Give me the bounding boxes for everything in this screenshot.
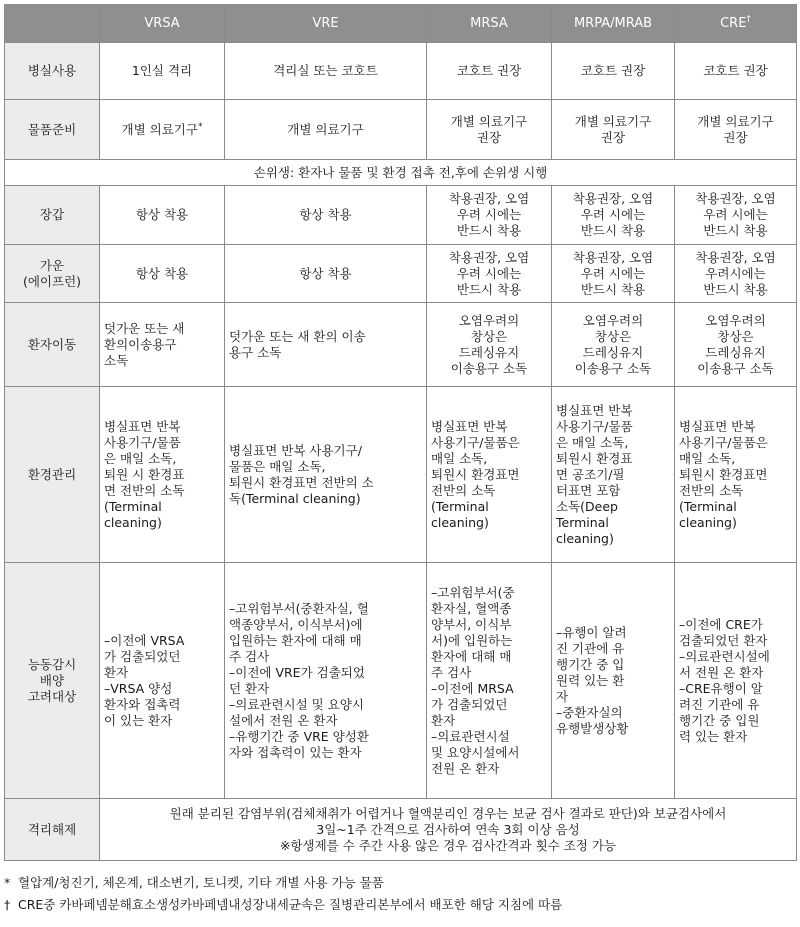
supplies-footnote-mark: * xyxy=(197,121,203,132)
footnote-text: CRE중 카바페넴분해효소생성카바페넴내성장내세균속은 질병관리본부에서 배포한 해당 지침에 따름 xyxy=(18,897,563,912)
cell-supplies-cre: 개별 의료기구 권장 xyxy=(675,100,797,160)
row-gloves xyxy=(5,186,797,245)
cell-supplies-mrpa: 개별 의료기구 권장 xyxy=(552,100,675,160)
row-transport xyxy=(5,303,797,387)
cell-gown-vre: 항상 착용 xyxy=(225,245,427,303)
header-row xyxy=(5,5,797,43)
cell-gown-cre: 착용권장, 오염 우려시에는 반드시 착용 xyxy=(675,245,797,303)
cell-environment-vrsa: 병실표면 반복 사용기구/물품 은 매일 소독, 퇴원 시 환경표 면 전반의 소독 (Terminal cleaning) xyxy=(100,387,225,563)
cell-gown-mrpa: 착용권장, 오염 우려 시에는 반드시 착용 xyxy=(552,245,675,303)
cre-footnote-mark: † xyxy=(746,14,751,25)
cell-transport-mrsa: 오염우려의 창상은 드레싱유지 이송용구 소독 xyxy=(427,303,552,387)
col-header-vrsa: VRSA xyxy=(100,5,225,43)
cell-gloves-vre: 항상 착용 xyxy=(225,186,427,245)
col-header-cre-label: CRE xyxy=(720,15,747,31)
cell-gloves-vrsa: 항상 착용 xyxy=(100,186,225,245)
row-label-room: 병실사용 xyxy=(5,43,100,100)
header-corner xyxy=(5,5,100,43)
cell-room-mrpa: 코호트 권장 xyxy=(552,43,675,100)
row-label-transport: 환자이동 xyxy=(5,303,100,387)
row-handwash xyxy=(5,160,797,186)
row-surveillance xyxy=(5,563,797,799)
row-label-supplies: 물품준비 xyxy=(5,100,100,160)
cell-room-mrsa: 코호트 권장 xyxy=(427,43,552,100)
cell-transport-vre: 덧가운 또는 새 환의 이송 용구 소독 xyxy=(225,303,427,387)
cell-transport-cre: 오염우려의 창상은 드레싱유지 이송용구 소독 xyxy=(675,303,797,387)
cell-environment-mrsa: 병실표면 반복 사용기구/물품은 매일 소독, 퇴원시 환경표면 전반의 소독 (Terminal cleaning) xyxy=(427,387,552,563)
cell-environment-vre: 병실표면 반복 사용기구/ 물품은 매일 소독, 퇴원시 환경표면 전반의 소 독(Terminal cleaning) xyxy=(225,387,427,563)
row-label-gloves: 장갑 xyxy=(5,186,100,245)
footnote-mark: † xyxy=(4,897,11,912)
row-label-release: 격리해제 xyxy=(5,799,100,861)
footnote-text: 혈압계/청진기, 체온계, 대소변기, 토니켓, 기타 개별 사용 가능 물품 xyxy=(18,875,384,890)
col-header-cre xyxy=(675,5,797,43)
cell-room-cre: 코호트 권장 xyxy=(675,43,797,100)
footnotes xyxy=(4,872,796,916)
footnote-mark: * xyxy=(4,875,11,890)
cell-room-vre: 격리실 또는 코호트 xyxy=(225,43,427,100)
col-header-mrpa-mrab: MRPA/MRAB xyxy=(552,5,675,43)
cell-surveillance-cre: –이전에 CRE가 검출되었던 환자 –의료관련시설에 서 전원 온 환자 –CRE유행이 알 려진 기관에 유 행기간 중 입원 력 있는 환자 xyxy=(675,563,797,799)
col-header-vre: VRE xyxy=(225,5,427,43)
handwash-note: 손위생: 환자나 물품 및 환경 접촉 전,후에 손위생 시행 xyxy=(5,160,797,186)
cell-supplies-mrsa: 개별 의료기구 권장 xyxy=(427,100,552,160)
cell-room-vrsa: 1인실 격리 xyxy=(100,43,225,100)
cell-surveillance-mrsa: –고위험부서(중 환자실, 혈액종 양부서, 이식부 서)에 입원하는 환자에 대해 매 주 검사 –이전에 MRSA 가 검출되었던 환자 –의료관련시설 및 요양시설에서 전원 온 환자 xyxy=(427,563,552,799)
cell-supplies-vrsa-text: 개별 의료기구 xyxy=(121,121,198,137)
cell-gown-vrsa: 항상 착용 xyxy=(100,245,225,303)
cell-gloves-cre: 착용권장, 오염 우려 시에는 반드시 착용 xyxy=(675,186,797,245)
row-label-environment: 환경관리 xyxy=(5,387,100,563)
row-label-surveillance: 능동감시 배양 고려대상 xyxy=(5,563,100,799)
col-header-mrsa: MRSA xyxy=(427,5,552,43)
cell-environment-mrpa: 병실표면 반복 사용기구/물품 은 매일 소독, 퇴원시 환경표 면 공조기/필 터표면 포함 소독(Deep Terminal cleaning) xyxy=(552,387,675,563)
cell-supplies-vre: 개별 의료기구 xyxy=(225,100,427,160)
cell-transport-mrpa: 오염우려의 창상은 드레싱유지 이송용구 소독 xyxy=(552,303,675,387)
isolation-guideline-table xyxy=(4,4,797,861)
cell-gown-mrsa: 착용권장, 오염 우려 시에는 반드시 착용 xyxy=(427,245,552,303)
row-supplies xyxy=(5,100,797,160)
row-release xyxy=(5,799,797,861)
cell-surveillance-vrsa: –이전에 VRSA 가 검출되었던 환자 –VRSA 양성 환자와 접촉력 이 있는 환자 xyxy=(100,563,225,799)
cell-gloves-mrsa: 착용권장, 오염 우려 시에는 반드시 착용 xyxy=(427,186,552,245)
release-criteria: 원래 분리된 감염부위(검체채취가 어렵거나 혈액분리인 경우는 보균 검사 결과로 판단)와 보균검사에서 3일~1주 간격으로 검사하여 연속 3회 이상 음성 ※항생제를 수 주간 사용 않은 경우 검사간격과 횟수 조정 가능 xyxy=(100,799,797,861)
cell-surveillance-vre: –고위험부서(중환자실, 혈 액종양부서, 이식부서)에 입원하는 환자에 대해 매 주 검사 –이전에 VRE가 검출되었 던 환자 –의료관련시설 및 요양시 설에서 전원 온 환자 –유행기간 중 VRE 양성환 자와 접촉력이 있는 환자 xyxy=(225,563,427,799)
cell-surveillance-mrpa: –유행이 알려 진 기관에 유 행기간 중 입 원력 있는 환 자 –중환자실의 유행발생상황 xyxy=(552,563,675,799)
footnote-item xyxy=(4,872,796,894)
cell-environment-cre: 병실표면 반복 사용기구/물품은 매일 소독, 퇴원시 환경표면 전반의 소독 (Terminal cleaning) xyxy=(675,387,797,563)
row-gown xyxy=(5,245,797,303)
cell-gloves-mrpa: 착용권장, 오염 우려 시에는 반드시 착용 xyxy=(552,186,675,245)
cell-supplies-vrsa xyxy=(100,100,225,160)
row-label-gown: 가운 (에이프런) xyxy=(5,245,100,303)
cell-transport-vrsa: 덧가운 또는 새 환의이송용구 소독 xyxy=(100,303,225,387)
footnote-item xyxy=(4,894,796,916)
row-environment xyxy=(5,387,797,563)
row-room xyxy=(5,43,797,100)
